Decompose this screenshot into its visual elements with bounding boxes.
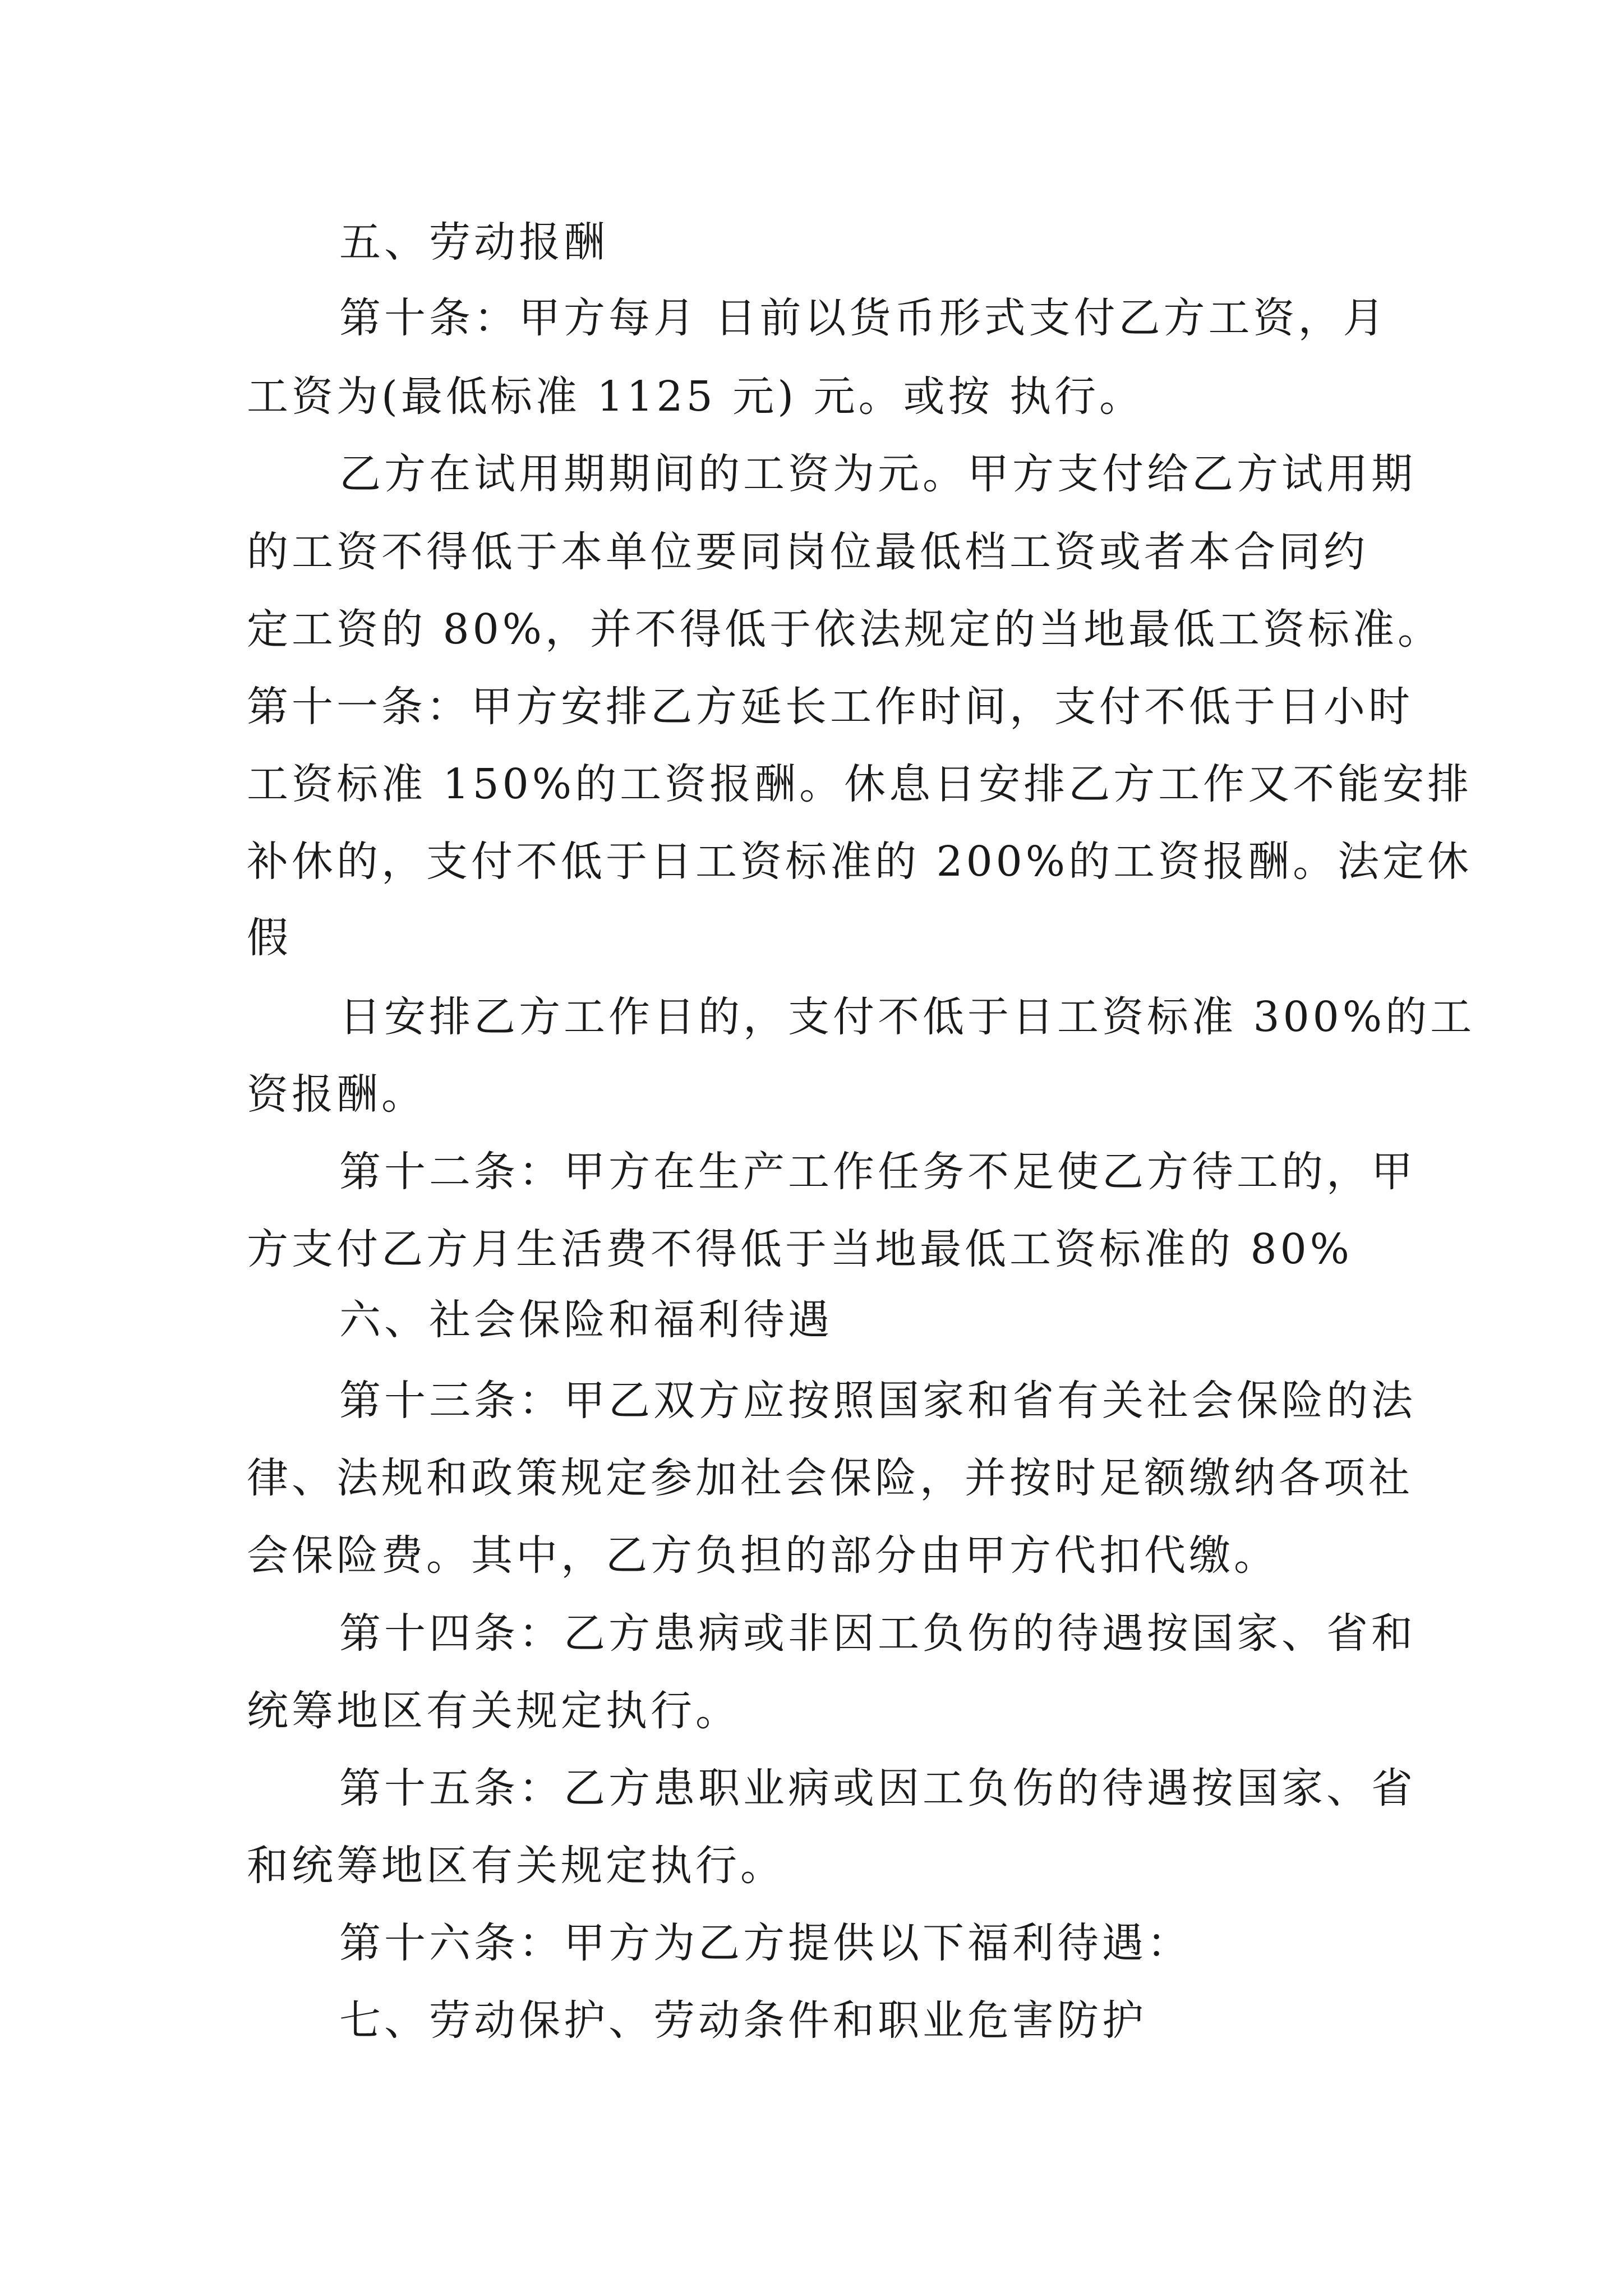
article-11-line-3: 补休的，支付不低于日工资标准的 200%的工资报酬。法定休 — [247, 838, 1473, 886]
section-heading-social-insurance: 六、社会保险和福利待遇 — [339, 1296, 833, 1344]
article-11-line-5: 日安排乙方工作日的，支付不低于日工资标准 300%的工 — [339, 993, 1476, 1041]
article-11-line-6: 资报酬。 — [247, 1070, 426, 1119]
article-14-line-2: 统筹地区有关规定执行。 — [247, 1687, 740, 1735]
article-11-line-4: 假 — [247, 914, 292, 962]
article-12-line-2: 方支付乙方月生活费不得低于当地最低工资标准的 80% — [247, 1225, 1353, 1273]
article-13-line-2: 律、法规和政策规定参加社会保险，并按时足额缴纳各项社 — [247, 1454, 1413, 1502]
section-heading-labor-protection: 七、劳动保护、劳动条件和职业危害防护 — [339, 1996, 1147, 2045]
article-11-line-2: 工资标准 150%的工资报酬。休息日安排乙方工作又不能安排 — [247, 760, 1473, 808]
article-16-line-1: 第十六条：甲方为乙方提供以下福利待遇： — [339, 1919, 1192, 1967]
article-12-line-1: 第十二条：甲方在生产工作任务不足使乙方待工的，甲 — [339, 1148, 1416, 1196]
probation-pay-line-2: 的工资不得低于本单位要同岗位最低档工资或者本合同约 — [247, 528, 1368, 576]
article-11-line-1: 第十一条：甲方安排乙方延长工作时间，支付不低于日小时 — [247, 683, 1413, 731]
article-15-line-1: 第十五条：乙方患职业病或因工负伤的待遇按国家、省 — [339, 1764, 1416, 1812]
article-13-line-1: 第十三条：甲乙双方应按照国家和省有关社会保险的法 — [339, 1377, 1416, 1425]
article-13-line-3: 会保险费。其中，乙方负担的部分由甲方代扣代缴。 — [247, 1531, 1279, 1580]
section-heading-labor-remuneration: 五、劳动报酬 — [339, 218, 608, 266]
probation-pay-line-1: 乙方在试用期期间的工资为元。甲方支付给乙方试用期 — [339, 450, 1416, 498]
article-10-line-2: 工资为(最低标准 1125 元) 元。或按 执行。 — [247, 372, 1145, 421]
article-15-line-2: 和统筹地区有关规定执行。 — [247, 1842, 785, 1890]
probation-pay-line-3: 定工资的 80%，并不得低于依法规定的当地最低工资标准。 — [247, 605, 1442, 654]
article-10-line-1: 第十条：甲方每月 日前以货币形式支付乙方工资，月 — [339, 294, 1388, 342]
article-14-line-1: 第十四条：乙方患病或非因工负伤的待遇按国家、省和 — [339, 1609, 1416, 1658]
